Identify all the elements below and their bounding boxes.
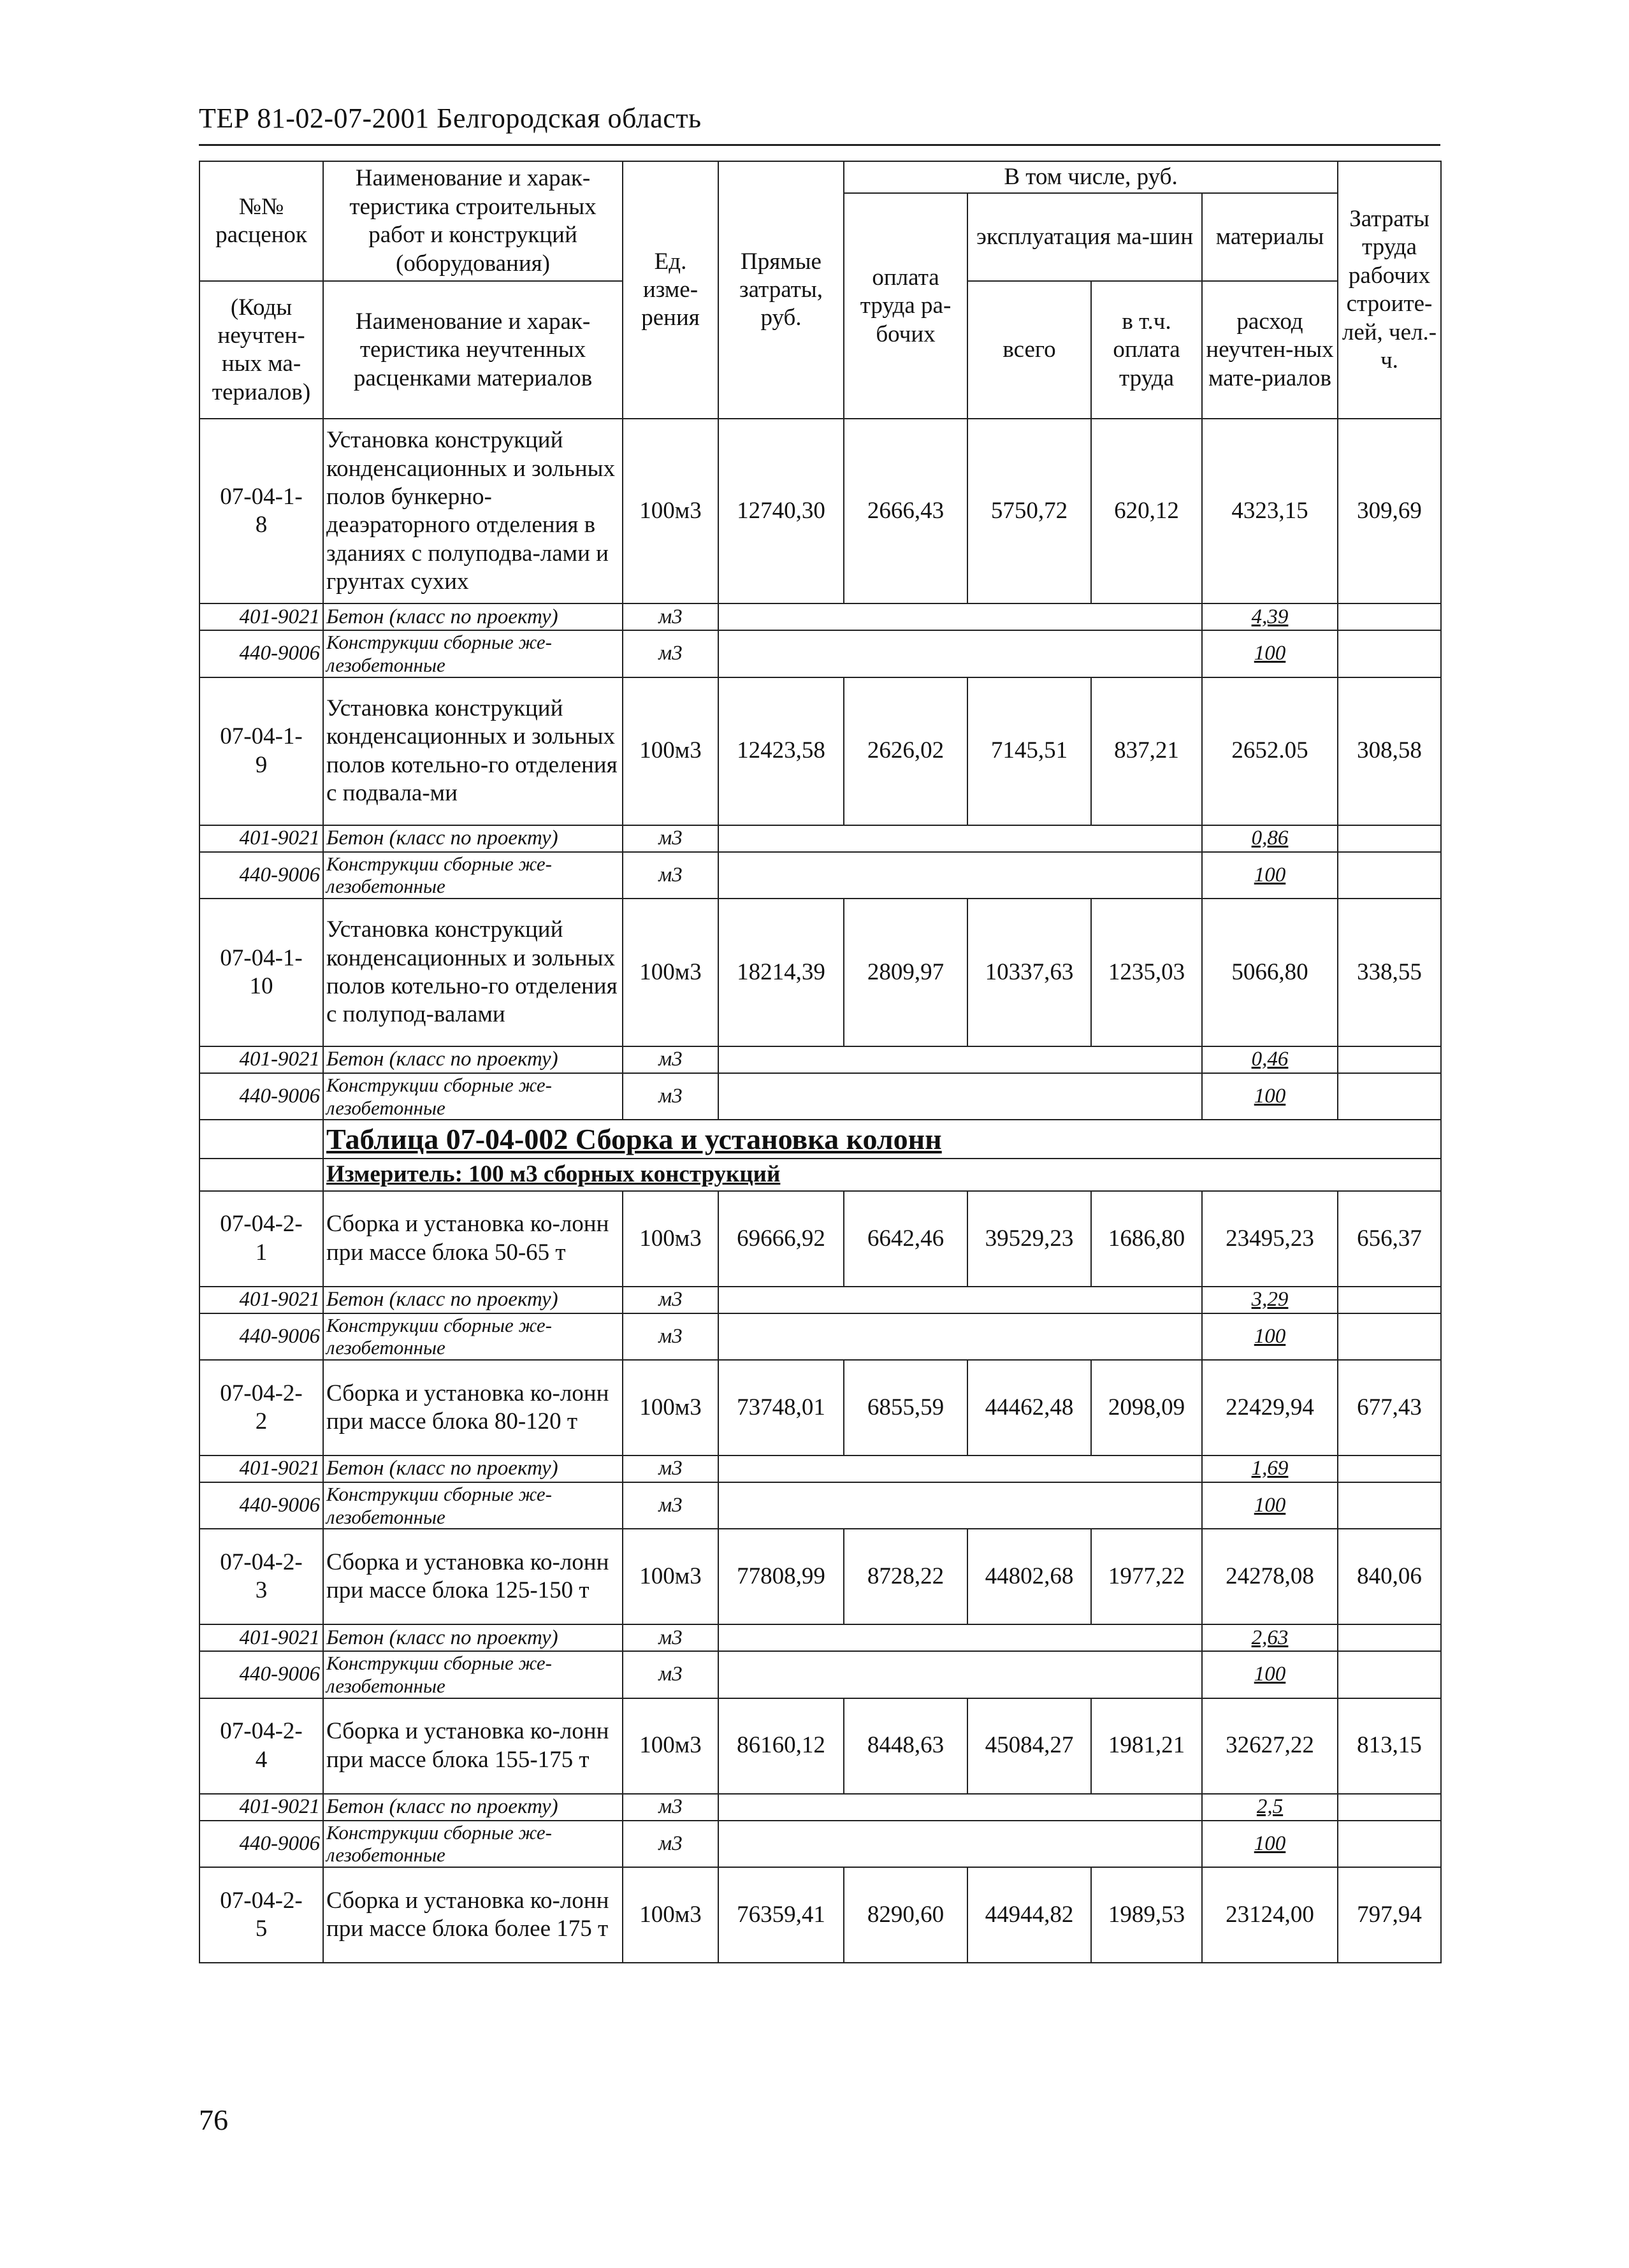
material-empty [718,1482,1202,1529]
material-labor-empty [1338,1046,1441,1073]
material-code: 440-9006 [199,1821,323,1867]
rate-wages: 8728,22 [844,1529,967,1624]
rate-machines-total: 10337,63 [967,899,1091,1046]
rate-row [199,1191,1441,1287]
rate-direct-costs: 12423,58 [718,677,844,825]
material-unit: м3 [623,1821,718,1867]
material-labor-empty [1338,1313,1441,1360]
material-labor-empty [1338,1482,1441,1529]
rate-unit: 100м3 [623,1867,718,1963]
material-labor-empty [1338,1624,1441,1651]
material-name: Бетон (класс по проекту) [323,1794,623,1821]
rate-labor: 813,15 [1338,1698,1441,1794]
rate-machines-wages: 1686,80 [1091,1191,1202,1287]
material-empty [718,1073,1202,1120]
col-code: №№ расценок [199,161,323,281]
material-name: Бетон (класс по проекту) [323,1287,623,1313]
material-name: Конструкции сборные же-лезобетонные [323,1313,623,1360]
rate-code: 07-04-2- 4 [199,1698,323,1794]
material-code: 401-9021 [199,1794,323,1821]
col-incl-group: В том числе, руб. [844,161,1338,193]
material-labor-empty [1338,1287,1441,1313]
rate-row [199,1529,1441,1624]
rate-materials: 5066,80 [1202,899,1338,1046]
rate-labor: 840,06 [1338,1529,1441,1624]
material-empty [718,1455,1202,1482]
rate-name: Сборка и установка ко-лонн при массе блока более 175 т [323,1867,623,1963]
rate-unit: 100м3 [623,1529,718,1624]
rate-row [199,677,1441,825]
material-code: 401-9021 [199,1287,323,1313]
material-consumption-value: 100 [1254,1831,1286,1855]
rate-machines-wages: 1981,21 [1091,1698,1202,1794]
material-unit: м3 [623,1046,718,1073]
rate-machines-total: 44802,68 [967,1529,1091,1624]
material-empty [718,1794,1202,1821]
col-labor: Затраты труда рабочих строите-лей, чел.-ч. [1338,161,1441,419]
material-unit: м3 [623,1313,718,1360]
rate-labor: 656,37 [1338,1191,1441,1287]
rate-direct-costs: 18214,39 [718,899,844,1046]
material-unit: м3 [623,1651,718,1698]
rate-name: Сборка и установка ко-лонн при массе блока 80-120 т [323,1360,623,1455]
material-unit: м3 [623,1287,718,1313]
material-consumption-value: 100 [1254,1084,1286,1108]
rate-wages: 2809,97 [844,899,967,1046]
material-consumption [1202,1821,1338,1867]
material-code: 440-9006 [199,852,323,899]
rate-wages: 6642,46 [844,1191,967,1287]
material-empty [718,1651,1202,1698]
rate-row [199,1360,1441,1455]
material-code: 401-9021 [199,1624,323,1651]
material-row [199,1455,1441,1482]
rate-row [199,419,1441,603]
material-row [199,1794,1441,1821]
col-wages: оплата труда ра-бочих [844,193,967,419]
rate-name: Установка конструкций конденсационных и зольных полов котельно-го отделения с полупод-валами [323,899,623,1046]
material-labor-empty [1338,1455,1441,1482]
rate-wages: 6855,59 [844,1360,967,1455]
rates-table [199,161,1442,1963]
rate-name: Сборка и установка ко-лонн при массе блока 50-65 т [323,1191,623,1287]
col-unit: Ед. изме-рения [623,161,718,419]
material-row [199,1482,1441,1529]
material-labor-empty [1338,852,1441,899]
material-consumption [1202,1624,1338,1651]
rate-unit: 100м3 [623,419,718,603]
material-name: Бетон (класс по проекту) [323,1046,623,1073]
table-header [199,161,1441,419]
material-code: 401-9021 [199,1046,323,1073]
material-consumption [1202,825,1338,852]
page-number: 76 [199,2104,228,2136]
page-header: ТЕР 81-02-07-2001 Белгородская область [199,103,702,134]
material-unit: м3 [623,852,718,899]
rate-wages: 8290,60 [844,1867,967,1963]
rate-wages: 8448,63 [844,1698,967,1794]
material-consumption [1202,852,1338,899]
rate-unit: 100м3 [623,677,718,825]
col-direct: Прямые затраты, руб. [718,161,844,419]
material-code: 440-9006 [199,630,323,677]
rate-name: Сборка и установка ко-лонн при массе блока 155-175 т [323,1698,623,1794]
material-labor-empty [1338,1073,1441,1120]
material-unit: м3 [623,1482,718,1529]
rate-materials: 23495,23 [1202,1191,1338,1287]
section-07-04-002-heading [199,1120,1441,1191]
rate-code: 07-04-1- 10 [199,899,323,1046]
material-name: Конструкции сборные же-лезобетонные [323,852,623,899]
material-consumption [1202,1651,1338,1698]
rate-machines-wages: 2098,09 [1091,1360,1202,1455]
material-name: Бетон (класс по проекту) [323,825,623,852]
section-07-04-002 [199,1191,1441,1963]
rate-direct-costs: 12740,30 [718,419,844,603]
material-row [199,1821,1441,1867]
material-row [199,852,1441,899]
rate-name: Сборка и установка ко-лонн при массе блока 125-150 т [323,1529,623,1624]
rate-labor: 677,43 [1338,1360,1441,1455]
title-spacer [199,1120,323,1159]
rate-unit: 100м3 [623,1698,718,1794]
rate-code: 07-04-2- 2 [199,1360,323,1455]
material-unit: м3 [623,1455,718,1482]
material-consumption [1202,1073,1338,1120]
rate-labor: 309,69 [1338,419,1441,603]
rate-wages: 2666,43 [844,419,967,603]
table-title: Таблица 07-04-002 Сборка и установка колонн [323,1120,1441,1159]
material-labor-empty [1338,825,1441,852]
material-empty [718,852,1202,899]
rate-code: 07-04-1- 8 [199,419,323,603]
material-row [199,1046,1441,1073]
col-machines-wages: в т.ч. оплата труда [1091,281,1202,419]
material-empty [718,1624,1202,1651]
material-empty [718,825,1202,852]
material-name: Бетон (класс по проекту) [323,1455,623,1482]
material-code: 440-9006 [199,1482,323,1529]
rate-materials: 2652.05 [1202,677,1338,825]
rate-unit: 100м3 [623,1191,718,1287]
rate-direct-costs: 77808,99 [718,1529,844,1624]
rate-labor: 797,94 [1338,1867,1441,1963]
material-name: Бетон (класс по проекту) [323,603,623,630]
material-code: 440-9006 [199,1073,323,1120]
material-row [199,603,1441,630]
material-labor-empty [1338,1651,1441,1698]
material-consumption-value: 100 [1254,1663,1286,1686]
rate-machines-total: 45084,27 [967,1698,1091,1794]
material-consumption [1202,1313,1338,1360]
material-empty [718,1821,1202,1867]
material-unit: м3 [623,1624,718,1651]
rate-machines-wages: 1977,22 [1091,1529,1202,1624]
material-consumption [1202,1482,1338,1529]
rate-name: Установка конструкций конденсационных и зольных полов бункерно-деаэраторного отделения в зданиях с полуподва-лами и грунтах сухих [323,419,623,603]
header-rule [199,144,1440,146]
material-code: 401-9021 [199,1455,323,1482]
material-row [199,1073,1441,1120]
rate-code: 07-04-2- 3 [199,1529,323,1624]
material-code: 401-9021 [199,603,323,630]
rate-machines-wages: 837,21 [1091,677,1202,825]
rate-code: 07-04-2- 5 [199,1867,323,1963]
rate-direct-costs: 86160,12 [718,1698,844,1794]
material-name: Конструкции сборные же-лезобетонные [323,1651,623,1698]
rate-unit: 100м3 [623,1360,718,1455]
material-labor-empty [1338,630,1441,677]
material-labor-empty [1338,1794,1441,1821]
material-empty [718,603,1202,630]
material-row [199,1624,1441,1651]
material-consumption-value: 2,63 [1251,1626,1289,1649]
material-consumption-value: 2,5 [1256,1795,1284,1818]
material-consumption-value: 100 [1254,863,1286,886]
rate-direct-costs: 73748,01 [718,1360,844,1455]
material-code: 440-9006 [199,1651,323,1698]
material-consumption [1202,1794,1338,1821]
rate-machines-total: 5750,72 [967,419,1091,603]
rate-materials: 4323,15 [1202,419,1338,603]
rate-machines-total: 7145,51 [967,677,1091,825]
rate-direct-costs: 76359,41 [718,1867,844,1963]
rate-name: Установка конструкций конденсационных и зольных полов котельно-го отделения с подвала-ми [323,677,623,825]
rate-machines-wages: 1235,03 [1091,899,1202,1046]
col-code-sub: (Коды неучтен- ных ма- териалов) [199,281,323,419]
rate-labor: 308,58 [1338,677,1441,825]
material-row [199,1313,1441,1360]
material-empty [718,1287,1202,1313]
material-consumption-value: 3,29 [1251,1288,1289,1311]
material-name: Бетон (класс по проекту) [323,1624,623,1651]
rate-labor: 338,55 [1338,899,1441,1046]
section-07-04-001 [199,419,1441,1120]
material-consumption-value: 0,86 [1251,826,1289,849]
rate-row [199,1698,1441,1794]
material-consumption-value: 100 [1254,1324,1286,1348]
rate-materials: 24278,08 [1202,1529,1338,1624]
material-empty [718,1313,1202,1360]
material-consumption [1202,1455,1338,1482]
material-unit: м3 [623,825,718,852]
material-row [199,1651,1441,1698]
material-code: 440-9006 [199,1313,323,1360]
material-consumption [1202,630,1338,677]
material-labor-empty [1338,1821,1441,1867]
material-empty [718,1046,1202,1073]
rate-row [199,1867,1441,1963]
rate-materials: 32627,22 [1202,1698,1338,1794]
col-name: Наименование и харак-теристика строительных работ и конструкций (оборудования) [323,161,623,281]
material-name: Конструкции сборные же-лезобетонные [323,1073,623,1120]
material-consumption [1202,1046,1338,1073]
material-row [199,630,1441,677]
material-consumption-value: 1,69 [1251,1457,1289,1480]
col-machines: эксплуатация ма-шин [967,193,1202,281]
rate-machines-wages: 620,12 [1091,419,1202,603]
material-unit: м3 [623,1794,718,1821]
material-name: Конструкции сборные же-лезобетонные [323,630,623,677]
material-consumption-value: 0,46 [1251,1048,1289,1071]
rate-machines-total: 44944,82 [967,1867,1091,1963]
rate-row [199,899,1441,1046]
material-consumption [1202,603,1338,630]
material-consumption [1202,1287,1338,1313]
material-unit: м3 [623,630,718,677]
rate-direct-costs: 69666,92 [718,1191,844,1287]
material-unit: м3 [623,1073,718,1120]
material-row [199,825,1441,852]
material-unit: м3 [623,603,718,630]
col-name-sub: Наименование и харак-теристика неучтенных расценками материалов [323,281,623,419]
col-machines-total: всего [967,281,1091,419]
table-measure: Измеритель: 100 м3 сборных конструкций [323,1159,1441,1190]
col-materials-sub: расход неучтен-ных мате-риалов [1202,281,1338,419]
rate-materials: 23124,00 [1202,1867,1338,1963]
material-empty [718,630,1202,677]
material-name: Конструкции сборные же-лезобетонные [323,1482,623,1529]
material-consumption-value: 100 [1254,642,1286,665]
rate-unit: 100м3 [623,899,718,1046]
material-consumption-value: 100 [1254,1493,1286,1517]
rate-code: 07-04-2- 1 [199,1191,323,1287]
rate-machines-wages: 1989,53 [1091,1867,1202,1963]
rate-machines-total: 39529,23 [967,1191,1091,1287]
material-labor-empty [1338,603,1441,630]
rate-code: 07-04-1- 9 [199,677,323,825]
material-code: 401-9021 [199,825,323,852]
material-row [199,1287,1441,1313]
material-name: Конструкции сборные же-лезобетонные [323,1821,623,1867]
material-consumption-value: 4,39 [1251,605,1289,628]
col-materials: материалы [1202,193,1338,281]
rate-wages: 2626,02 [844,677,967,825]
rate-materials: 22429,94 [1202,1360,1338,1455]
measure-spacer [199,1159,323,1190]
rate-machines-total: 44462,48 [967,1360,1091,1455]
